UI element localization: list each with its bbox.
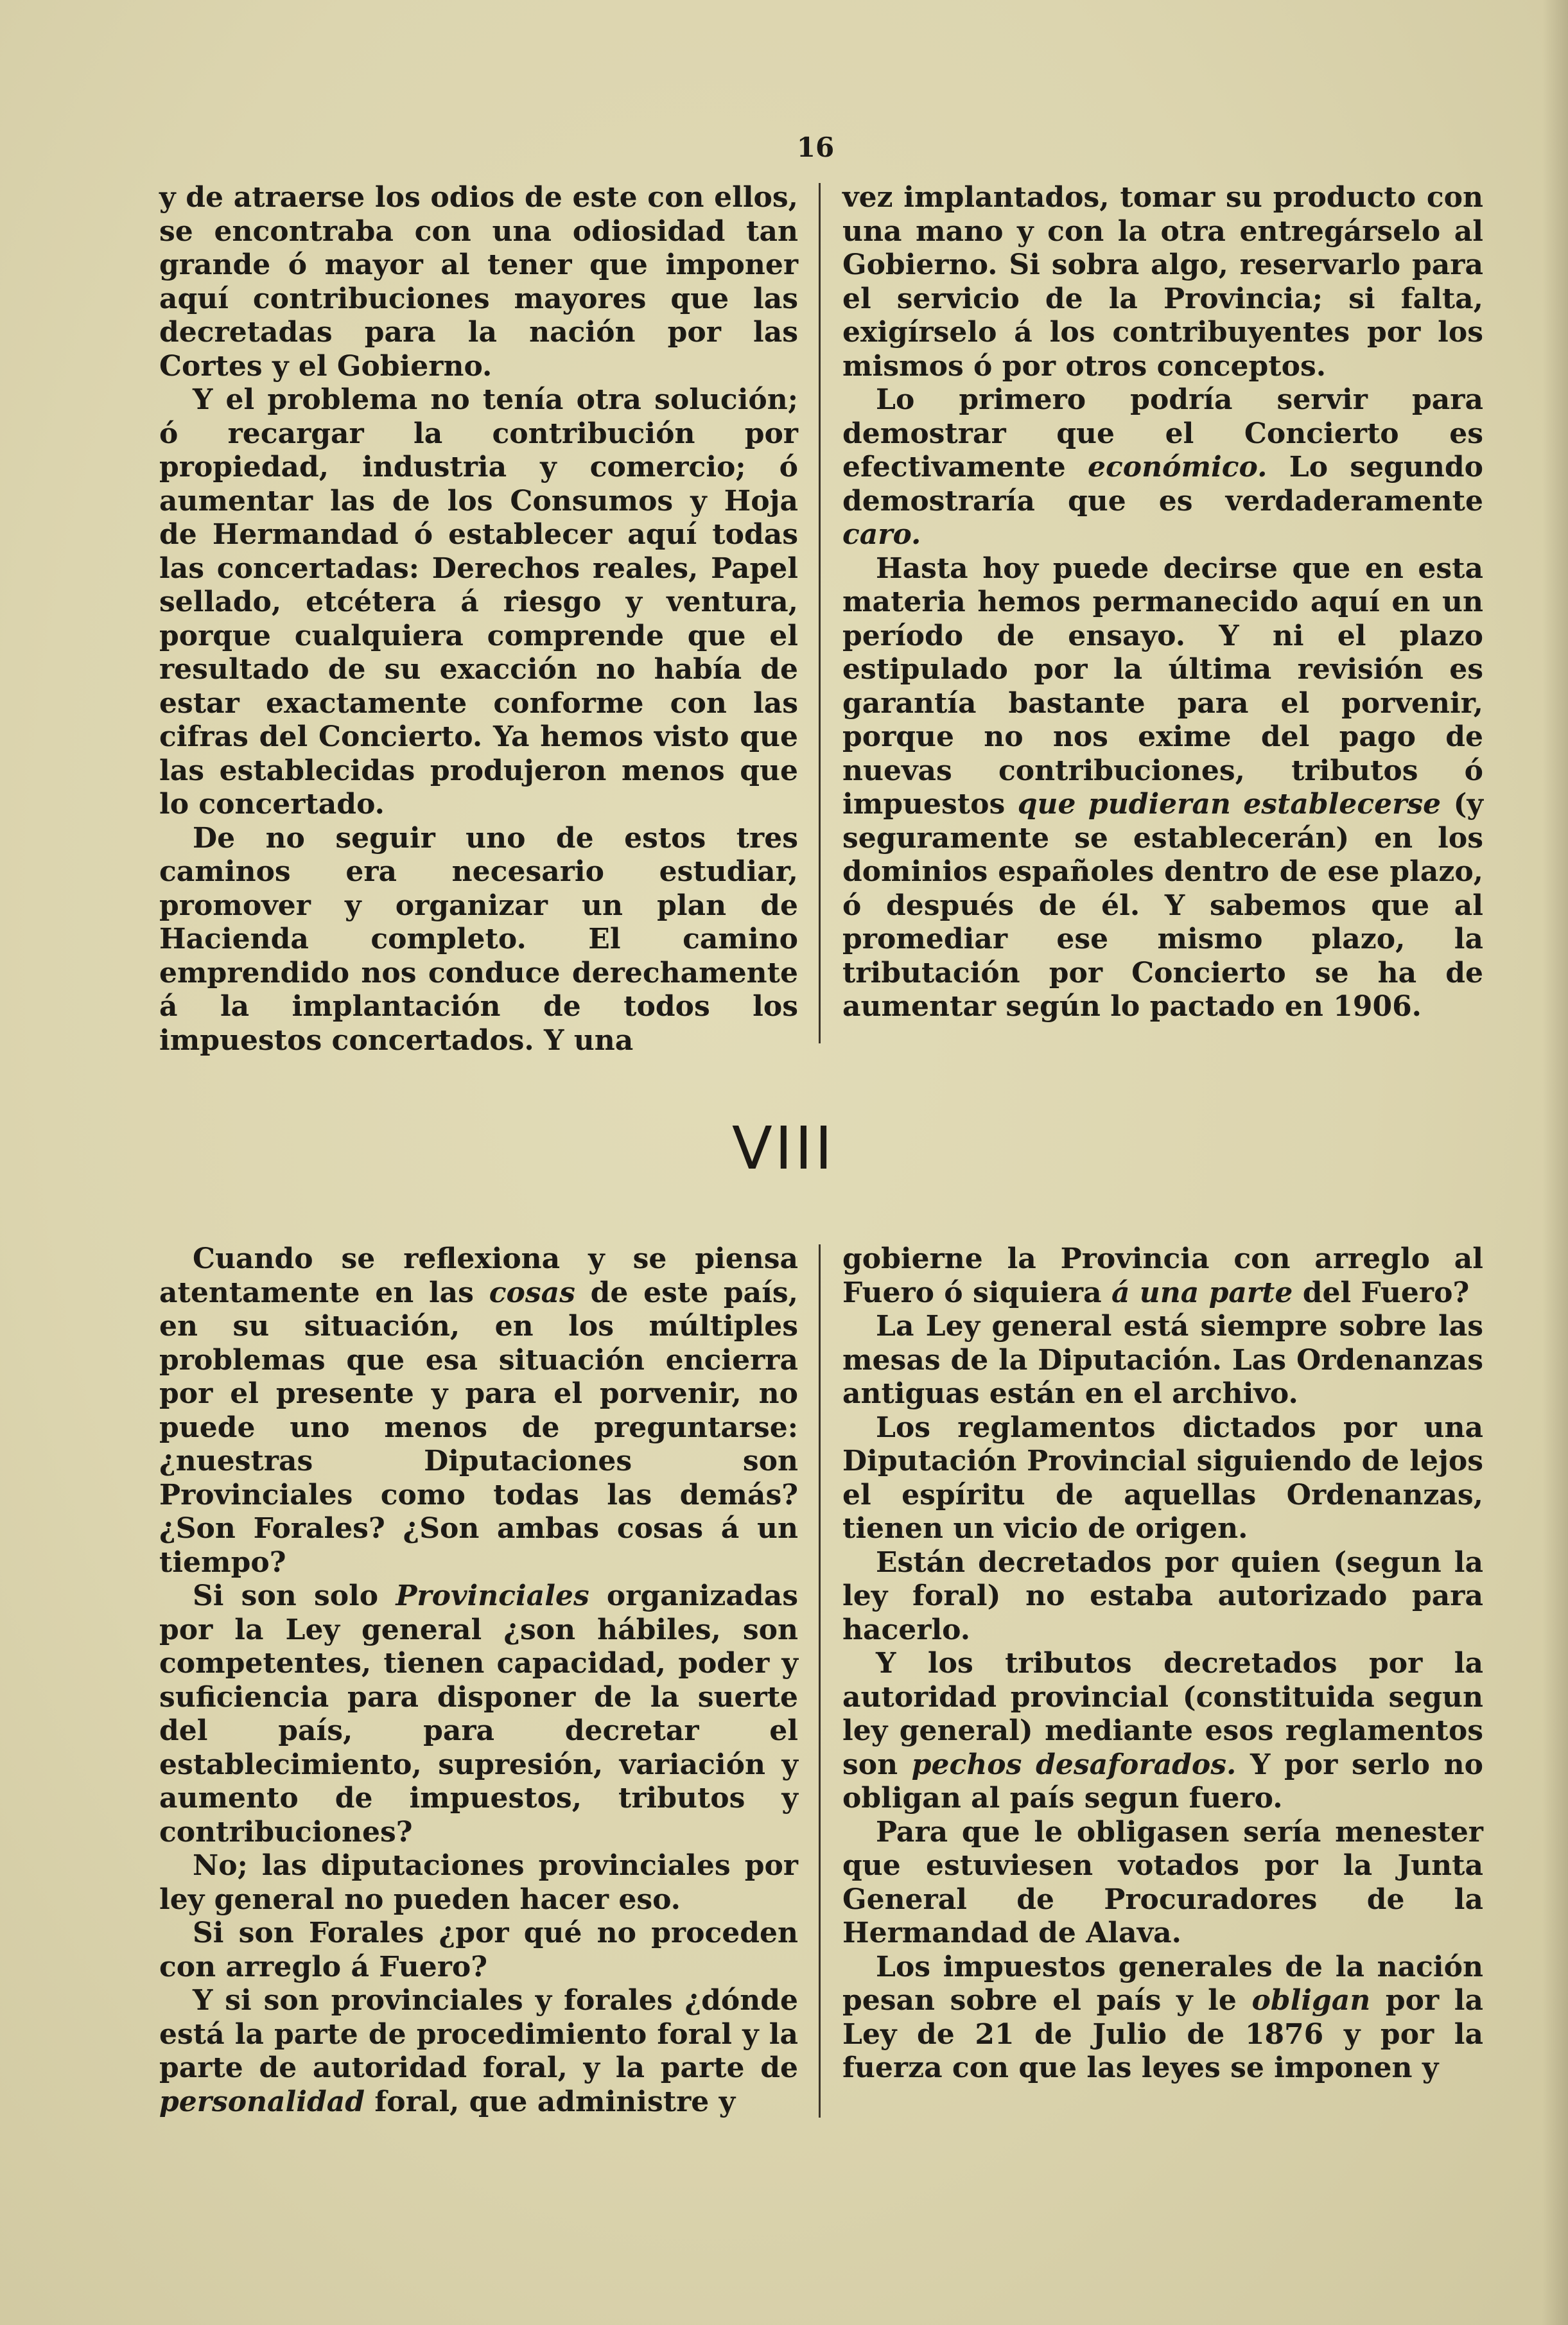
italic-text: Provinciales [396,1580,589,1612]
paragraph: De no seguir uno de estos tres caminos era necesario estudiar, promover y organizar un plan de Hacienda completo. El camino emprendido nos conduce derechamente á la implantación de todos los impuestos concertados. Y una [159,821,798,1057]
paragraph: Los reglamentos dictados por una Diputación Provincial siguiendo de lejos el espíritu de aquellas Ordenanzas, tienen un vicio de origen. [842,1411,1483,1545]
text-run: Y por serlo no obligan al país segun fuero. [842,1748,1483,1815]
text-run: Lo primero podría servir para demostrar que el Concierto es efectivamente [842,383,1483,483]
column-bottom-left [159,1242,798,2119]
italic-text: obligan [1251,1984,1371,2017]
paragraph [842,1242,1483,1310]
column-bottom-right [842,1242,1483,2086]
text-run: organizadas por la Ley general ¿son hábiles, son competentes, tienen capacidad, poder y suficiencia para disponer de la suerte del país, para decretar el establecimiento, supresión, variación y aumento de impuestos, tributos y contribuciones? [159,1580,798,1849]
italic-text: á una parte [1111,1276,1293,1309]
text-run: Hasta hoy puede decirse que en esta materia hemos permanecido aquí en un período de ensayo. Y ni el plazo estipulado por la última revisión es garantía bastante para el porvenir, porque no nos exime del pago de nuevas contribuciones, tributos ó impuestos [842,552,1483,821]
text-run: (y seguramente se establecerán) en los dominios españoles dentro de ese plazo, ó después de él. Y sabemos que al promediar ese mismo plazo, la tributación por Concierto se ha de aumentar según lo pactado en 1906. [842,788,1483,1023]
paragraph: Para que le obligasen sería menester que estuviesen votados por la Junta General de Procuradores de la Hermandad de Alava. [842,1815,1483,1949]
italic-text: económico. [1088,451,1267,483]
paragraph [842,1951,1483,2086]
paragraph: No; las diputaciones provinciales por ley general no pueden hacer eso. [159,1849,798,1916]
text-run: Si son solo [193,1580,379,1612]
text-run: Y si son provinciales y forales ¿dónde está la parte de procedimiento foral y la parte de autoridad foral, y la parte de [159,1984,798,2084]
section-heading: VIII [731,1114,835,1183]
paragraph [842,552,1483,1024]
paragraph: Están decretados por quien (segun la ley foral) no estaba autorizado para hacerlo. [842,1546,1483,1646]
paragraph [842,1647,1483,1816]
italic-text: caro. [842,518,921,551]
paragraph: Si son Forales ¿por qué no proceden con arreglo á Fuero? [159,1917,798,1983]
text-run: Lo segundo demostraría que es verdaderamente [842,451,1484,518]
italic-text: pechos desaforados. [911,1748,1237,1781]
text-run: del Fuero? [1302,1276,1470,1309]
column-top-left [159,181,798,1058]
paragraph: Y el problema no tenía otra solución; ó recargar la contribución por propiedad, industria y comercio; ó aumentar las de los Consumos y Hoja de Hermandad ó establecer aquí todas las concertadas: Derechos reales, Papel sellado, etcétera á riesgo y ventura, porque cualquiera comprende que el resultado de su exacción no había de estar exactamente conforme con las cifras del Concierto. Ya hemos visto que las establecidas produjeron menos que lo concertado. [159,383,798,821]
column-top-right [842,181,1483,1024]
paragraph: vez implantados, tomar su producto con una mano y con la otra entregárselo al Gobierno. Si sobra algo, reservarlo para el servicio de la Provincia; si falta, exigírselo á los contribuyentes por los mismos ó por otros conceptos. [842,181,1483,383]
text-run: de este país, en su situación, en los múltiples problemas que esa situación encierra por el presente y para el porvenir, no puede uno menos de preguntarse: ¿nuestras Diputaciones son Provinciales como todas las demás? ¿Son Forales? ¿Son ambas cosas á un tiempo? [159,1276,798,1579]
page-number: 16 [796,132,835,163]
text-run: foral, que administre y [374,2085,736,2118]
text-run: gobierne la Provincia con arreglo al Fuero ó siquiera [842,1242,1483,1309]
text-run: Los impuestos generales de la nación pesan sobre el país y le [842,1950,1483,2017]
text-run: Y los tributos decretados por la autoridad provincial (constituida segun ley general) mediante esos reglamentos son [842,1647,1483,1781]
paragraph [159,1580,798,1849]
italic-text: cosas [489,1276,575,1309]
paragraph: La Ley general está siempre sobre las mesas de la Diputación. Las Ordenanzas antiguas están en el archivo. [842,1310,1483,1410]
paragraph [159,1984,798,2119]
text-run: por la Ley de 21 de Julio de 1876 y por la fuerza con que las leyes se imponen y [842,1984,1483,2084]
column-divider [819,183,821,1043]
paragraph [842,383,1483,552]
paragraph: y de atraerse los odios de este con ellos, se encontraba con una odiosidad tan grande ó mayor al tener que imponer aquí contribuciones mayores que las decretadas para la nación por las Cortes y el Gobierno. [159,181,798,383]
text-run: Cuando se reflexiona y se piensa atentamente en las [159,1242,798,1309]
italic-text: personalidad [159,2085,365,2118]
italic-text: que pudieran establecerse [1017,788,1442,821]
page-edge-shadow [1542,0,1568,2325]
column-divider [819,1244,821,2118]
paragraph [159,1242,798,1580]
